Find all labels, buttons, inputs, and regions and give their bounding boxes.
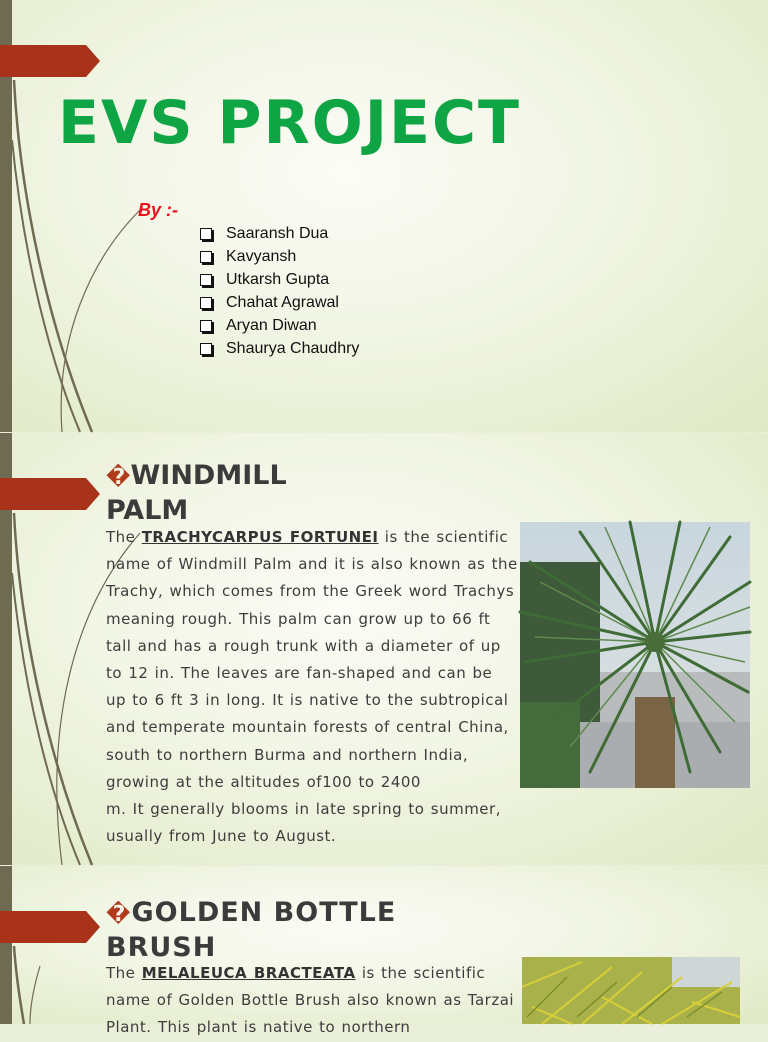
list-item: Kavyansh [198, 245, 359, 268]
checkbox-bullet-icon [200, 251, 212, 263]
accent-tag [0, 45, 100, 77]
list-item: Utkarsh Gupta [198, 268, 359, 291]
scientific-name: TRACHYCARPUS FORTUNEI [141, 528, 379, 546]
list-item: Chahat Agrawal [198, 291, 359, 314]
description-paragraph: The TRACHYCARPUS FORTUNEI is the scientific name of Windmill Palm and it is also known as the Trachy, which comes from the Greek word Trachys meaning rough. This palm can grow up to 66 ft tall and has a rough trunk with a diameter of up to 12 in. The leaves are fan-shaped and can be up to 6 ft 3 in long. It is native to the subtropical and temperate mountain forests of central China, south to northern Burma and northern India, growing at the altitudes of100 to 2400 m. It generally blooms in late spring to summer, usually from June to August. [106, 528, 518, 846]
accent-tag [0, 911, 100, 943]
checkbox-bullet-icon [200, 297, 212, 309]
section-title: �WINDMILL PALM [106, 460, 287, 526]
slide-golden-bottle-brush [0, 866, 768, 1037]
checkbox-bullet-icon [200, 228, 212, 240]
by-label: By :- [138, 200, 178, 220]
checkbox-bullet-icon [200, 320, 212, 332]
list-item: Saaransh Dua [198, 222, 359, 245]
page-title: EVS PROJECT [58, 88, 521, 158]
golden-bottle-brush-photo [522, 957, 740, 1024]
slide-windmill-palm [0, 433, 768, 865]
checkbox-bullet-icon [200, 343, 212, 355]
bullet-icon: � [106, 902, 132, 927]
section-title: �GOLDEN BOTTLE BRUSH [106, 897, 397, 963]
bullet-icon: � [106, 465, 131, 490]
slide-title [0, 0, 768, 432]
member-list [198, 222, 359, 360]
decorative-swoosh [0, 866, 110, 1024]
checkbox-bullet-icon [200, 274, 212, 286]
list-item: Shaurya Chaudhry [198, 337, 359, 360]
list-item: Aryan Diwan [198, 314, 359, 337]
description-paragraph: The MELALEUCA BRACTEATA is the scientific name of Golden Bottle Brush also known as Tarzai Plant. This plant is native to northern [106, 964, 515, 1037]
scientific-name: MELALEUCA BRACTEATA [141, 964, 356, 982]
windmill-palm-photo [520, 522, 750, 788]
accent-tag [0, 478, 100, 510]
